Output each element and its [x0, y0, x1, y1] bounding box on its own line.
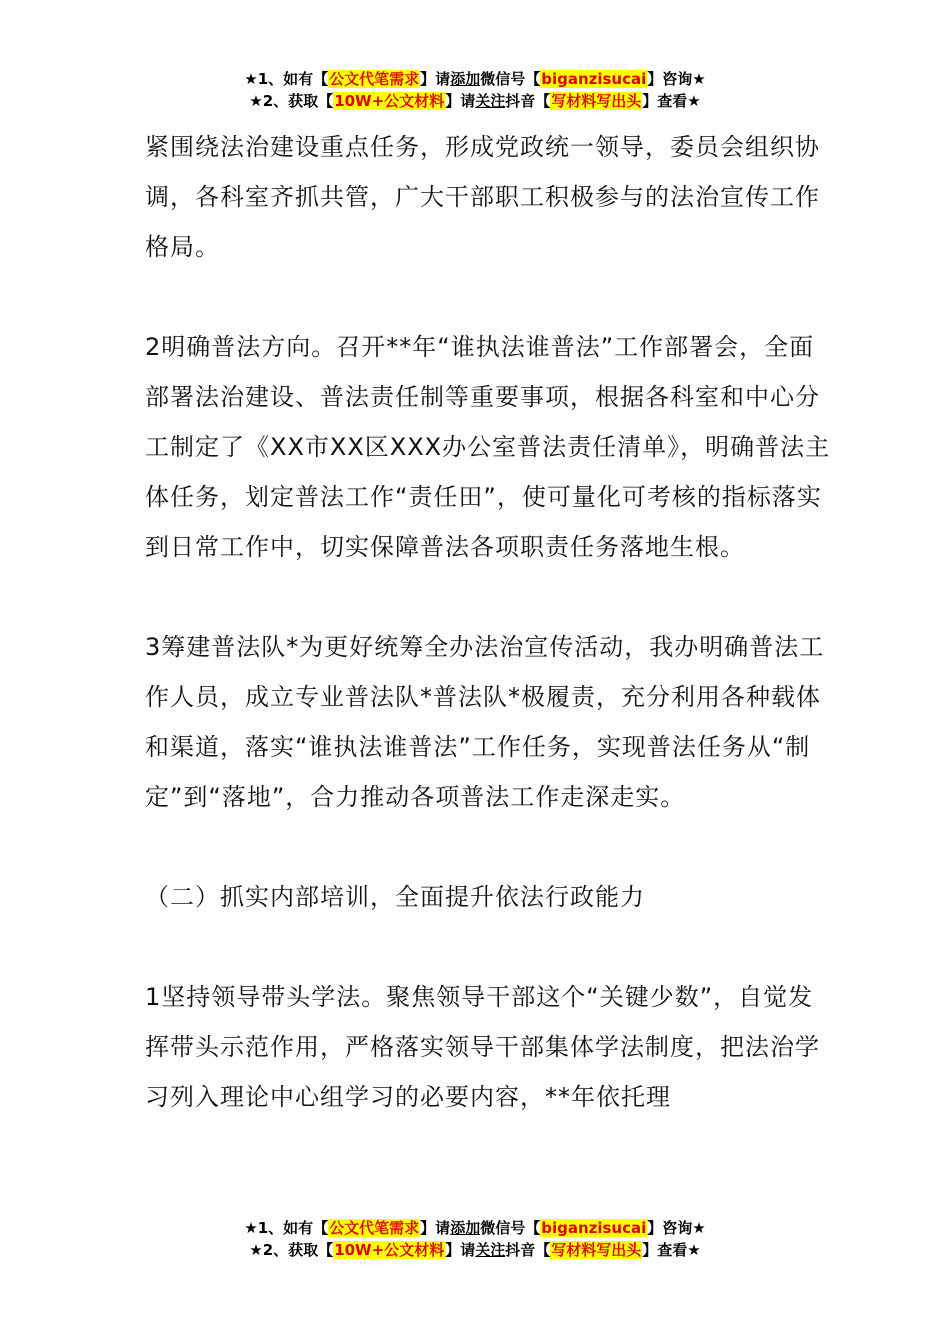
banner-line-2: ★2、获取【10W+公文材料】请关注抖音【写材料写出头】查看★	[249, 1241, 701, 1259]
highlight-service: 公文代笔需求	[329, 1219, 420, 1237]
highlight-materials: 10W+公文材料	[334, 92, 445, 110]
highlight-materials: 10W+公文材料	[334, 1241, 445, 1259]
document-body	[145, 122, 835, 1172]
paragraph: 3筹建普法队*为更好统筹全办法治宣传活动，我办明确普法工作人员，成立专业普法队*普法队*极履责，充分利用各种载体和渠道，落实“谁执法谁普法”工作任务，实现普法任务从“制定”到“落地”，合力推动各项普法工作走深走实。	[145, 633, 825, 811]
footer-banner	[0, 1217, 950, 1261]
header-banner	[0, 68, 950, 112]
banner-line-1: ★1、如有【公文代笔需求】请添加微信号【biganzisucai】咨询★	[244, 1219, 706, 1237]
highlight-douyin: 写材料写出头	[551, 92, 642, 110]
highlight-douyin: 写材料写出头	[551, 1241, 642, 1259]
highlight-service: 公文代笔需求	[329, 70, 420, 88]
paragraph: 紧围绕法治建设重点任务，形成党政统一领导，委员会组织协调，各科室齐抓共管，广大干部职工积极参与的法治宣传工作格局。	[145, 133, 820, 261]
paragraph: 2明确普法方向。召开**年“谁执法谁普法”工作部署会，全面部署法治建设、普法责任制等重要事项，根据各科室和中心分工制定了《XX市XX区XXX办公室普法责任清单》，明确普法主体任务，划定普法工作“责任田”，使可量化可考核的指标落实到日常工作中，切实保障普法各项职责任务落地生根。	[145, 333, 831, 561]
banner-line-2: ★2、获取【10W+公文材料】请关注抖音【写材料写出头】查看★	[249, 92, 701, 110]
highlight-wechat-id: biganzisucai	[541, 1219, 647, 1237]
section-heading: （二）抓实内部培训，全面提升依法行政能力	[145, 883, 645, 911]
highlight-wechat-id: biganzisucai	[541, 70, 647, 88]
paragraph: 1坚持领导带头学法。聚焦领导干部这个“关键少数”，自觉发挥带头示范作用，严格落实领导干部集体学法制度，把法治学习列入理论中心组学习的必要内容，**年依托理	[145, 983, 820, 1111]
banner-line-1: ★1、如有【公文代笔需求】请添加微信号【biganzisucai】咨询★	[244, 70, 706, 88]
